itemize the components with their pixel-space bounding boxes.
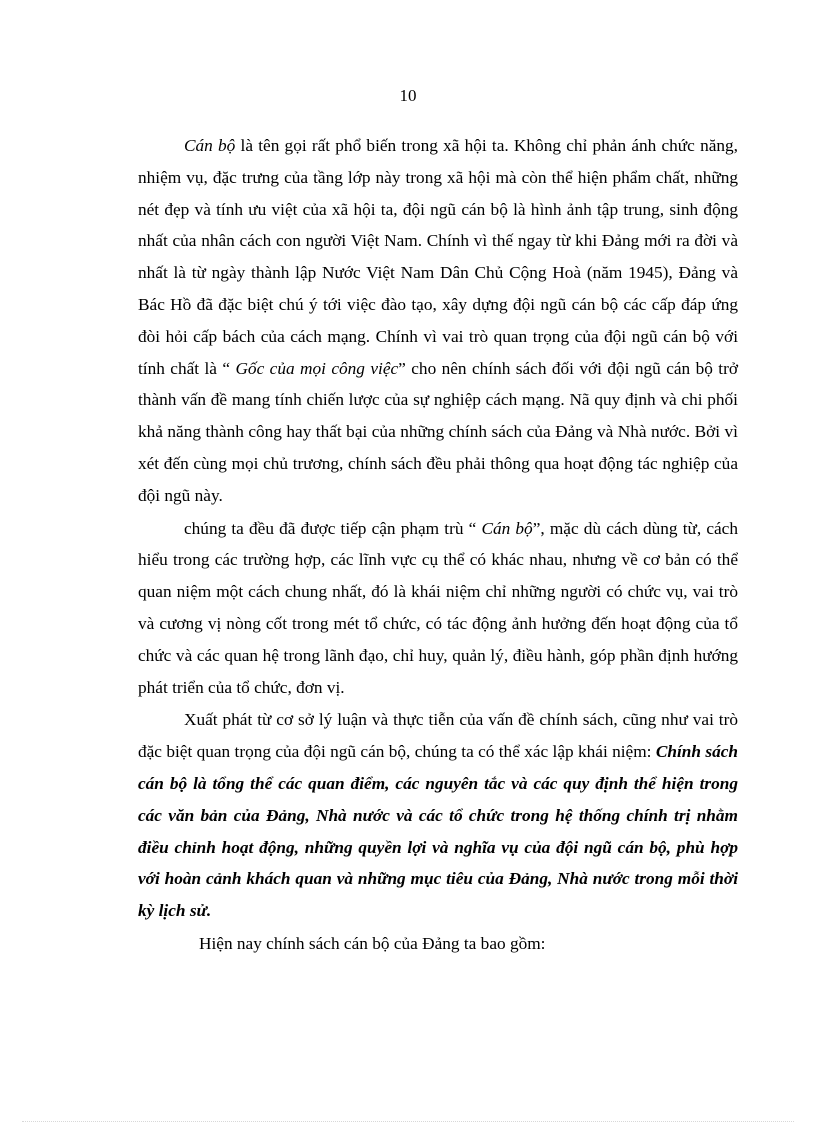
document-body (138, 130, 738, 960)
quote-goc-cua-moi-cong-viec: Gốc của mọi công việc (235, 358, 399, 378)
policy-definition: Chính sách cán bộ là tổng thể các quan điểm, các nguyên tắc và các quy định thể hiện trong các văn bản của Đảng, Nhà nước và các tổ chức trong hệ thống chính trị nhằm điều chỉnh hoạt động, những quyền lợi và nghĩa vụ của đội ngũ cán bộ, phù hợp với hoàn cảnh khách quan và những mục tiêu của Đảng, Nhà nước trong mỗi thời kỳ lịch sử. (138, 742, 738, 921)
paragraph-text: ” cho nên chính sách đối với đội ngũ cán bộ trở thành vấn đề mang tính chiến lược của sự nghiệp cách mạng. Nã quy định và chi phối khả năng thành công hay thất bại của những chính sách của Đảng và Nhà nước. Bởi vì xét đến cùng mọi chủ trương, chính sách đều phải thông qua hoạt động tác nghiệp của đội ngũ này. (138, 358, 738, 505)
paragraph-text: chúng ta đều đã được tiếp cận phạm trù “ (184, 518, 482, 538)
term-can-bo: Cán bộ (481, 518, 533, 538)
paragraph-text: Hiện nay chính sách cán bộ của Đảng ta bao gồm: (199, 933, 546, 953)
paragraph-can-bo-concept (138, 513, 738, 704)
page-number: 10 (399, 86, 417, 105)
paragraph-text: ”, mặc dù cách dùng từ, cách hiểu trong các trường hợp, các lĩnh vực cụ thể có khác nhau, nhưng về cơ bản có thể quan niệm một cách chung nhất, đó là khái niệm chỉ những người có chức vụ, vai trò và cương vị nòng cốt trong mét tổ chức, có tác động ảnh hưởng đến hoạt động của tổ chức và các quan hệ trong lãnh đạo, chỉ huy, quản lý, điều hành, góp phần định hướng phát triển của tổ chức, đơn vị. (138, 518, 738, 697)
paragraph-text: là tên gọi rất phổ biến trong xã hội ta. Không chỉ phản ánh chức năng, nhiệm vụ, đặc trưng của tầng lớp này trong xã hội mà còn thể hiện phẩm chất, những nét đẹp và tính ưu việt của xã hội ta, đội ngũ cán bộ là hình ảnh tập trung, sinh động nhất của nhân cách con người Việt Nam. Chính vì thế ngay từ khi Đảng mới ra đời và nhất là từ ngày thành lập Nước Việt Nam Dân Chủ Cộng Hoà (năm 1945), Đảng và Bác Hồ đã đặc biệt chú ý tới việc đào tạo, xây dựng đội ngũ cán bộ các cấp đáp ứng đòi hỏi cấp bách của cách mạng. Chính vì vai trò quan trọng của đội ngũ cán bộ với tính chất là “ (138, 136, 738, 378)
paragraph-policy-definition (138, 704, 738, 927)
paragraph-text: Xuất phát từ cơ sở lý luận và thực tiễn của vấn đề chính sách, cũng như vai trò đặc biệt quan trọng của đội ngũ cán bộ, chúng ta có thể xác lập khái niệm: (138, 710, 738, 762)
page-bottom-divider (22, 1121, 794, 1122)
paragraph-can-bo-role (138, 130, 738, 512)
paragraph-current-policy (138, 928, 738, 960)
term-can-bo: Cán bộ (184, 136, 236, 155)
